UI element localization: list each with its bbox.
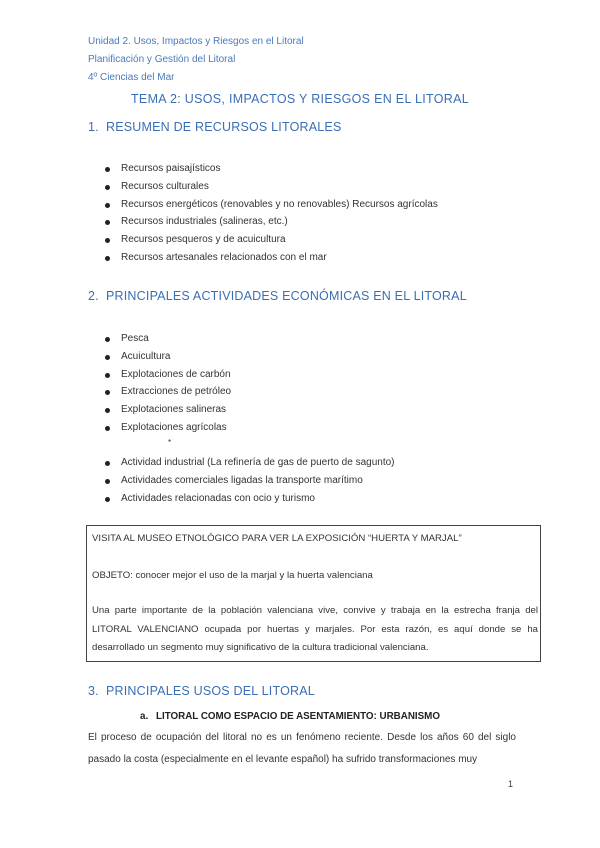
bullet-icon [105,355,110,360]
section-2-number: 2. [88,289,99,303]
bullet-icon [105,461,110,466]
section-1-heading [88,120,341,134]
section-2-list-continued [88,454,395,507]
list-item: Actividades comerciales ligadas la transporte marítimo [88,472,395,490]
page-number: 1 [508,779,514,789]
list-item: Actividades relacionadas con ocio y turismo [88,490,395,508]
subsection-a-letter: a. [140,711,149,722]
body-paragraph: El proceso de ocupación del litoral no es un fenómeno reciente. Desde los años 60 del siglo pasado la costa (especialmente en el levante español) ha sufrido transformaciones muy [88,732,516,765]
list-item: Recursos artesanales relacionados con el mar [88,249,438,267]
list-item: Explotaciones salineras [88,401,231,419]
subsection-a-heading [140,711,440,722]
bullet-icon [105,426,110,431]
asterisk-mark: * [168,438,172,447]
section-1-list [88,160,438,267]
list-item: Recursos pesqueros y de acuicultura [88,231,438,249]
document-title: TEMA 2: USOS, IMPACTOS Y RIESGOS EN EL LITORAL [131,92,469,106]
header-unit: Unidad 2. Usos, Impactos y Riesgos en el Litoral [88,36,304,47]
header-degree: 4º Ciencias del Mar [88,72,175,83]
bullet-icon [105,337,110,342]
box-objective-line: OBJETO: conocer mejor el uso de la marjal y la huerta valenciana [92,570,373,581]
list-item: Extracciones de petróleo [88,383,231,401]
subsection-a-title: LITORAL COMO ESPACIO DE ASENTAMIENTO: URBANISMO [156,711,440,722]
bullet-icon [105,185,110,190]
header-course: Planificación y Gestión del Litoral [88,54,236,65]
section-3-title: PRINCIPALES USOS DEL LITORAL [106,684,315,698]
list-item: Recursos industriales (salineras, etc.) [88,213,438,231]
section-1-number: 1. [88,120,99,134]
museum-visit-box [86,525,541,662]
bullet-icon [105,408,110,413]
bullet-icon [105,479,110,484]
box-paragraph: Una parte importante de la población valenciana vive, convive y trabaja en la estrecha franja del LITORAL VALENCIANO ocupada por huertas y marjales. Por esta razón, es aquí donde se ha desarrollado un segmento muy significativo de la cultura tradicional valenciana. [92,605,538,653]
bullet-icon [105,373,110,378]
list-item: Recursos paisajísticos [88,160,438,178]
section-1-title: RESUMEN DE RECURSOS LITORALES [106,120,342,134]
bullet-icon [105,203,110,208]
section-2-title: PRINCIPALES ACTIVIDADES ECONÓMICAS EN EL LITORAL [106,289,467,303]
section-3-heading [88,684,315,698]
list-item: Acuicultura [88,348,231,366]
list-item: Recursos energéticos (renovables y no renovables) Recursos agrícolas [88,196,438,214]
box-visit-line: VISITA AL MUSEO ETNOLÓGICO PARA VER LA EXPOSICIÓN “HUERTA Y MARJAL” [92,533,462,544]
bullet-icon [105,167,110,172]
list-item: Actividad industrial (La refinería de gas de puerto de sagunto) [88,454,395,472]
list-item: Explotaciones agrícolas [88,419,231,437]
bullet-icon [105,256,110,261]
list-item: Recursos culturales [88,178,438,196]
section-2-list [88,330,231,437]
section-2-heading [88,289,467,303]
bullet-icon [105,497,110,502]
list-item: Explotaciones de carbón [88,366,231,384]
bullet-icon [105,390,110,395]
section-3-number: 3. [88,684,99,698]
bullet-icon [105,238,110,243]
list-item: Pesca [88,330,231,348]
bullet-icon [105,220,110,225]
